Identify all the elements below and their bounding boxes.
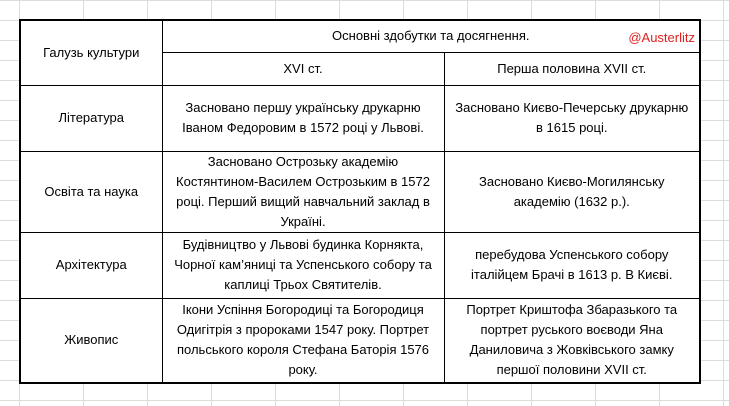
- c16-cell[interactable]: [162, 298, 444, 383]
- field-cell[interactable]: [20, 85, 162, 151]
- header-row: [20, 20, 700, 52]
- field-cell[interactable]: [20, 298, 162, 383]
- c16-text: Засновано Острозьку академію Костянтином-Василем Острозьким в 1572 році. Перший вищий навчальний заклад в Україні.: [176, 153, 430, 229]
- main-header-cell[interactable]: [162, 20, 700, 52]
- field-cell[interactable]: [20, 151, 162, 232]
- field-label: Архітектура: [55, 257, 127, 272]
- watermark-text: @Austerlitz: [628, 30, 695, 45]
- period-16-label: XVI ст.: [283, 60, 323, 76]
- main-header: Основні здобутки та досягнення.: [332, 28, 530, 44]
- c17-text: Портрет Криштофа Збаразького та портрет руського воєводи Яна Даниловича з Жовківського замку першої половини XVII ст.: [466, 302, 678, 378]
- c17-text: перебудова Успенського собору італійцем Брачі в 1613 р. В Києві.: [471, 247, 673, 282]
- table-row: [20, 85, 700, 151]
- table-row: [20, 232, 700, 298]
- field-label: Література: [58, 110, 125, 125]
- c17-cell[interactable]: [444, 232, 700, 298]
- c17-text: Засновано Києво-Могилянську академію (1632 р.).: [479, 173, 665, 209]
- c16-cell[interactable]: [162, 85, 444, 151]
- c16-text: Ікони Успіння Богородиці та Богородиця Одигітрія з пророками 1547 року. Портрет польського короля Стефана Баторія 1576 року.: [176, 302, 430, 378]
- field-cell[interactable]: [20, 232, 162, 298]
- period-16-cell[interactable]: [162, 52, 444, 85]
- culture-table: [19, 19, 701, 384]
- table-row: [20, 151, 700, 232]
- c17-cell[interactable]: [444, 151, 700, 232]
- corner-header-cell[interactable]: [20, 20, 162, 85]
- period-17-label: Перша половина XVII ст.: [497, 60, 647, 76]
- c16-text: Засновано першу українську друкарню Іваном Федоровим в 1572 році у Львові.: [182, 100, 424, 135]
- c16-cell[interactable]: [162, 232, 444, 298]
- c17-cell[interactable]: [444, 85, 700, 151]
- corner-header: Галузь культури: [43, 44, 140, 60]
- field-label: Живопис: [64, 332, 119, 348]
- period-17-cell[interactable]: [444, 52, 700, 85]
- table-row: [20, 298, 700, 383]
- c17-text: Засновано Києво-Печерську друкарню в 1615 році.: [455, 100, 689, 135]
- field-label: Освіта та наука: [44, 183, 139, 199]
- c16-text: Будівництво у Львові будинка Корнякта, Чорної кам’яниці та Успенського собору та каплиці Трьох Святителів.: [174, 237, 432, 292]
- c16-cell[interactable]: [162, 151, 444, 232]
- c17-cell[interactable]: [444, 298, 700, 383]
